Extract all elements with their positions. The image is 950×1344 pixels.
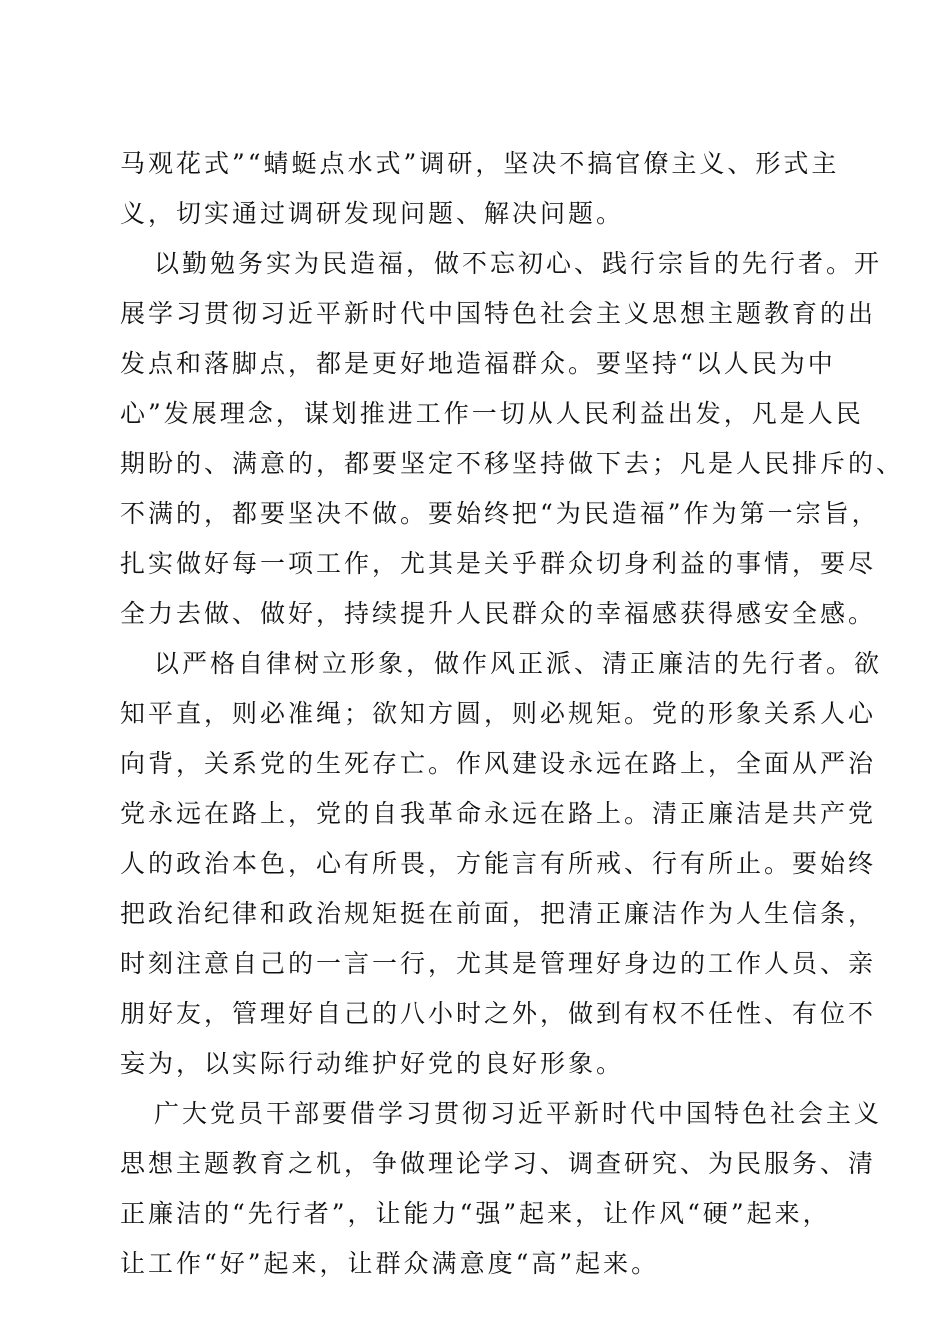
- text-line: 知平直，则必准绳；欲知方圆，则必规矩。党的形象关系人心: [120, 699, 877, 728]
- text-line: 向背，关系党的生死存亡。作风建设永远在路上，全面从严治: [120, 749, 877, 778]
- text-line: 期盼的、满意的，都要坚定不移坚持做下去；凡是人民排斥的、: [120, 449, 905, 478]
- text-line: 朋好友，管理好自己的八小时之外，做到有权不任性、有位不: [120, 999, 877, 1028]
- text-line: 马观花式”“蜻蜓点水式”调研，坚决不搞官僚主义、形式主: [120, 149, 840, 178]
- text-line: 让工作“好”起来，让群众满意度“高”起来。: [120, 1249, 660, 1278]
- text-line: 发点和落脚点，都是更好地造福群众。要坚持“以人民为中: [120, 349, 836, 378]
- text-line: 展学习贯彻习近平新时代中国特色社会主义思想主题教育的出: [120, 299, 877, 328]
- paragraph-first-line: 广大党员干部要借学习贯彻习近平新时代中国特色社会主义: [154, 1099, 883, 1128]
- text-line: 不满的，都要坚决不做。要始终把“为民造福”作为第一宗旨，: [120, 499, 880, 528]
- text-line: 正廉洁的“先行者”，让能力“强”起来，让作风“硬”起来，: [120, 1199, 831, 1228]
- text-line: 思想主题教育之机，争做理论学习、调查研究、为民服务、清: [120, 1149, 877, 1178]
- text-line: 人的政治本色，心有所畏，方能言有所戒、行有所止。要始终: [120, 849, 877, 878]
- paragraph-first-line: 以勤勉务实为民造福，做不忘初心、践行宗旨的先行者。开: [154, 249, 883, 278]
- text-line: 妄为，以实际行动维护好党的良好形象。: [120, 1049, 625, 1078]
- text-line: 把政治纪律和政治规矩挺在前面，把清正廉洁作为人生信条，: [120, 899, 877, 928]
- paragraph-first-line: 以严格自律树立形象，做作风正派、清正廉洁的先行者。欲: [154, 649, 883, 678]
- text-line: 时刻注意自己的一言一行，尤其是管理好身边的工作人员、亲: [120, 949, 877, 978]
- text-line: 义，切实通过调研发现问题、解决问题。: [120, 199, 625, 228]
- text-line: 党永远在路上，党的自我革命永远在路上。清正廉洁是共产党: [120, 799, 877, 828]
- text-line: 全力去做、做好，持续提升人民群众的幸福感获得感安全感。: [120, 599, 877, 628]
- text-line: 心”发展理念，谋划推进工作一切从人民利益出发，凡是人民: [120, 399, 864, 428]
- document-body: [120, 139, 905, 1289]
- text-line: 扎实做好每一项工作，尤其是关乎群众切身利益的事情，要尽: [120, 549, 877, 578]
